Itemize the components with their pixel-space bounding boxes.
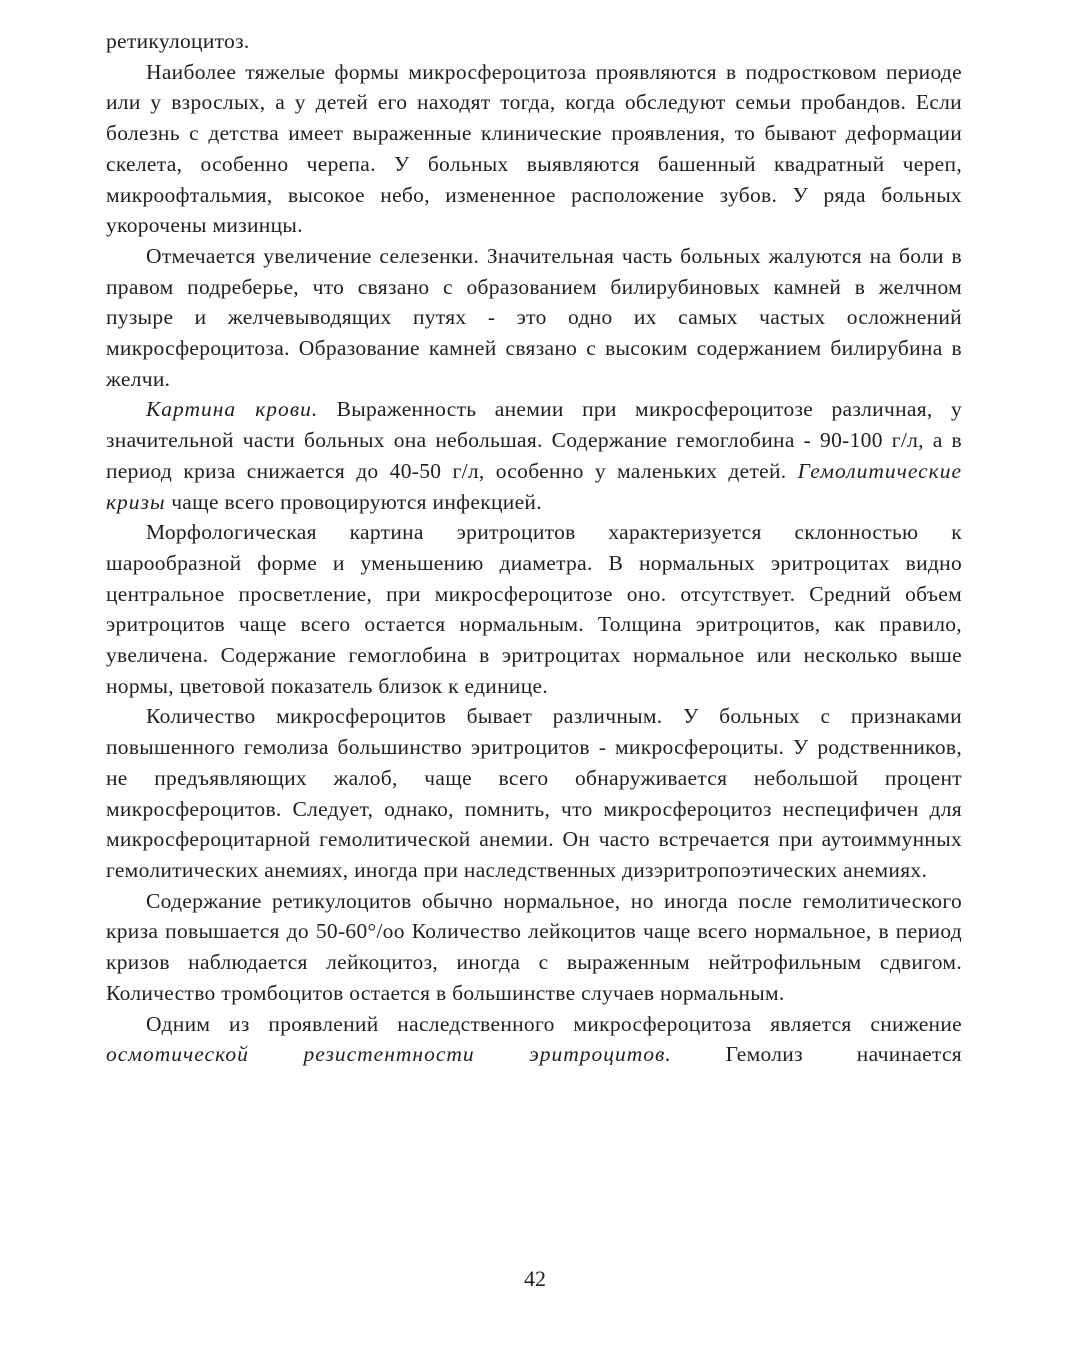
- paragraph-microspherocytes-count: Количество микросфероцитов бывает различным. У больных с признаками повышенного гемолиза большинство эритроцитов - микросфероциты. У родственников, не предъявляющих жалоб, чаще всего обнаруживается небольшой процент микросфероцитов. Следует, однако, помнить, что микросфероцитоз неспецифичен для микросфероцитарной гемолитической анемии. Он часто встречается при аутоиммунных гемолитических анемиях, иногда при наследственных дизэритропоэтических анемиях.: [106, 704, 962, 882]
- text-hemolysis-begins: Гемолиз начинается: [671, 1042, 962, 1067]
- paragraph-clinical-forms: Наиболее тяжелые формы микросфероцитоза проявляются в подростковом периоде или у взрослых, а у детей его находят тогда, когда обследуют семьи пробандов. Если болезнь с детства имеет выраженные клинические проявления, то бывают деформации скелета, особенно черепа. У больных выявляются башенный квадратный череп, микроофтальмия, высокое небо, измененное расположение зубов. У ряда больных укорочены мизинцы.: [106, 59, 962, 238]
- paragraph-blood-picture: [106, 394, 962, 517]
- paragraph-morphology: Морфологическая картина эритроцитов характеризуется склонностью к шарообразной форме и уменьшению диаметра. В нормальных эритроцитах видно центральное просветление, при микросфероцитозе оно. отсутствует. Средний объем эритроцитов чаще всего остается нормальным. Толщина эритроцитов, как правило, увеличена. Содержание гемоглобина в эритроцитах нормальное или несколько выше нормы, цветовой показатель близок к единице.: [106, 520, 962, 698]
- italic-hemolytic-crises: Гемолитические кризы: [106, 458, 962, 514]
- paragraph-reticulocytes: Содержание ретикулоцитов обычно нормальное, но иногда после гемолитического криза повышается до 50-60°/оо Количество лейкоцитов чаще всего нормальное, в период кризов наблюдается лейкоцитоз, иногда с выраженным нейтрофильным сдвигом. Количество тромбоцитов остается в большинстве случаев нормальным.: [106, 888, 962, 1005]
- page-number: 42: [524, 1266, 546, 1291]
- italic-osmotic-resistance: осмотической резистентности эритроцитов.: [106, 1042, 672, 1067]
- paragraph-osmotic-resistance: [106, 1009, 962, 1070]
- paragraph-continuation: ретикулоцитоз.: [106, 29, 250, 53]
- page-body: [106, 26, 962, 1070]
- text-anemia: Выраженность анемии при микросфероцитозе различная, у значительной части больных она небольшая. Содержание гемоглобина - 90-100 г/л, а в период криза снижается до 40-50 г/л, особенно у маленьких детей.: [106, 397, 962, 483]
- text-osmotic-intro: Одним из проявлений наследственного микросфероцитоза является снижение: [146, 1011, 962, 1036]
- text-infection: чаще всего провоцируются инфекцией.: [165, 489, 542, 514]
- italic-blood-picture: Картина крови.: [146, 397, 319, 422]
- paragraph-spleen: Отмечается увеличение селезенки. Значительная часть больных жалуются на боли в правом подреберье, что связано с образованием билирубиновых камней в желчном пузыре и желчевыводящих путях - это одно их самых частых осложнений микросфероцитоза. Образование камней связано с высоким содержанием билирубина в желчи.: [106, 243, 962, 391]
